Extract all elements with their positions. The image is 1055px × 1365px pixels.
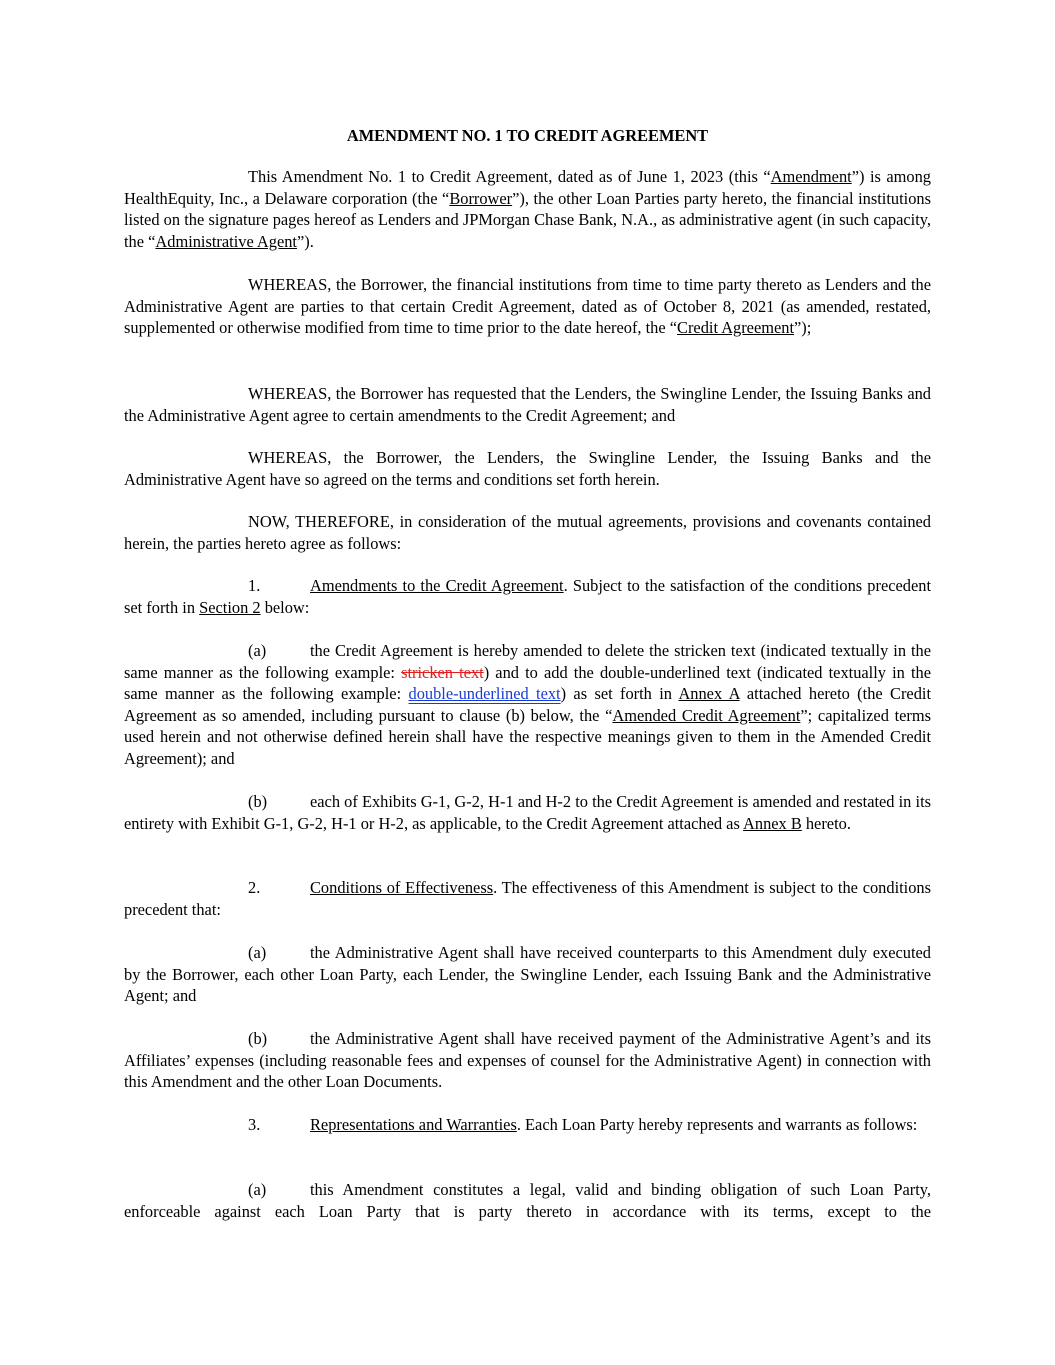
clause-label: (a) bbox=[248, 1180, 267, 1199]
clause-1b-paragraph: (b) each of Exhibits G-1, G-2, H-1 and H-2 to the Credit Agreement is amended and restated in its entirety with Exhibit G-1, G-2, H-1 or H-2, as applicable, to the Credit Agreement attached as Annex B hereto. bbox=[124, 792, 931, 833]
defined-term-amendment: Amendment bbox=[770, 167, 852, 186]
clause-label: (a) bbox=[248, 943, 267, 962]
section-reference: Section 2 bbox=[199, 597, 261, 617]
defined-term-borrower: Borrower bbox=[449, 188, 513, 208]
defined-term-credit-agreement: Credit Agreement bbox=[677, 318, 795, 338]
defined-term-amended-credit-agreement: Amended Credit Agreement bbox=[612, 705, 801, 725]
clause-3a-paragraph: (a) this Amendment constitutes a legal, valid and binding obligation of such Loan Party, enforceable against each Loan Party that is party thereto in accordance with its terms, except to the bbox=[124, 1180, 931, 1221]
section-heading: Conditions of Effectiveness bbox=[310, 878, 494, 897]
now-therefore-paragraph: NOW, THEREFORE, in consideration of the mutual agreements, provisions and covenants contained herein, the parties hereto agree as follows: bbox=[124, 512, 931, 553]
document-title: AMENDMENT NO. 1 TO CREDIT AGREEMENT bbox=[346, 126, 709, 145]
whereas-paragraph-1: WHEREAS, the Borrower, the financial institutions from time to time party thereto as Lenders and the Administrative Agent are parties to that certain Credit Agreement, dated as of October 8, 2021 (as amended, restated, supplemented or otherwise modified from time to time prior to the date hereof, the “Credit Agreement”); bbox=[124, 275, 931, 338]
clause-label: (b) bbox=[248, 1029, 268, 1048]
section-2-paragraph: 2. Conditions of Effectiveness. The effectiveness of this Amendment is subject to the conditions precedent that: bbox=[124, 878, 931, 919]
intro-paragraph: This Amendment No. 1 to Credit Agreement, dated as of June 1, 2023 (this “Amendment”) is among HealthEquity, Inc., a Delaware corporation (the “Borrower”), the other Loan Parties party hereto, the financial institutions listed on the signature pages hereof as Lenders and JPMorgan Chase Bank, N.A., as administrative agent (in such capacity, the “Administrative Agent”). bbox=[124, 167, 931, 251]
clause-label: (b) bbox=[248, 792, 268, 811]
whereas-paragraph-2: WHEREAS, the Borrower has requested that the Lenders, the Swingline Lender, the Issuing Banks and the Administrative Agent agree to certain amendments to the Credit Agreement; and bbox=[124, 384, 931, 425]
stricken-text-example: stricken text bbox=[401, 662, 484, 682]
annex-b-reference: Annex B bbox=[743, 813, 802, 833]
double-underlined-text-example: double-underlined text bbox=[408, 684, 561, 704]
section-heading: Amendments to the Credit Agreement bbox=[310, 576, 564, 595]
section-number: 3. bbox=[248, 1115, 261, 1134]
section-number: 2. bbox=[248, 878, 261, 897]
section-heading: Representations and Warranties bbox=[310, 1115, 517, 1134]
whereas-paragraph-3: WHEREAS, the Borrower, the Lenders, the Swingline Lender, the Issuing Banks and the Administrative Agent have so agreed on the terms and conditions set forth herein. bbox=[124, 448, 931, 489]
clause-1a-paragraph: (a) the Credit Agreement is hereby amended to delete the stricken text (indicated textually in the same manner as the following example: stricken text) and to add the double-underlined text (indicated textually in the same manner as the following example: double-underlined text) as set forth in Annex A attached hereto (the Credit Agreement as so amended, including pursuant to clause (b) below, the “Amended Credit Agreement”; capitalized terms used herein and not otherwise defined herein shall have the respective meanings given to them in the Amended Credit Agreement); and bbox=[124, 641, 932, 768]
clause-label: (a) bbox=[248, 641, 267, 660]
annex-a-reference: Annex A bbox=[678, 684, 740, 704]
clause-2b-paragraph: (b) the Administrative Agent shall have received payment of the Administrative Agent’s and its Affiliates’ expenses (including reasonable fees and expenses of counsel for the Administrative Agent) in connection with this Amendment and the other Loan Documents. bbox=[124, 1029, 931, 1092]
section-3-paragraph: 3. Representations and Warranties. Each Loan Party hereby represents and warrants as follows: bbox=[248, 1115, 918, 1134]
section-number: 1. bbox=[248, 576, 261, 595]
clause-2a-paragraph: (a) the Administrative Agent shall have received counterparts to this Amendment duly executed by the Borrower, each other Loan Party, each Lender, the Swingline Lender, each Issuing Bank and the Administrative Agent; and bbox=[124, 943, 931, 1006]
section-1-paragraph: 1. Amendments to the Credit Agreement. Subject to the satisfaction of the conditions precedent set forth in Section 2 below: bbox=[124, 576, 931, 617]
defined-term-administrative-agent: Administrative Agent bbox=[155, 231, 297, 251]
